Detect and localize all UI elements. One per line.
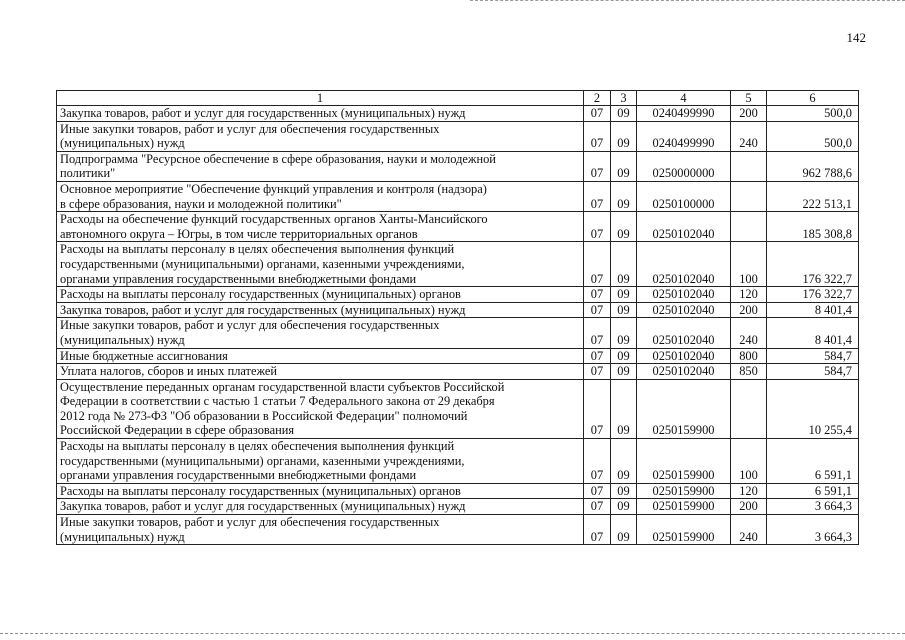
cell-name-line: Подпрограмма "Ресурсное обеспечение в сфере образования, науки и молодежной	[60, 151, 496, 166]
cell-name-line: Иные закупки товаров, работ и услуг для обеспечения государственных	[60, 515, 440, 530]
table-row	[57, 302, 859, 318]
cell-amount: 3 664,3	[767, 499, 859, 515]
cell-subsection: 09	[611, 242, 637, 287]
cell-expense-type	[731, 181, 767, 211]
cell-section: 07	[584, 121, 611, 151]
cell-section: 07	[584, 439, 611, 484]
cell-name	[57, 483, 584, 499]
cell-target-code: 0250102040	[637, 318, 731, 348]
cell-name	[57, 121, 584, 151]
cell-expense-type: 850	[731, 364, 767, 380]
cell-name-line: Основное мероприятие "Обеспечение функций управления и контроля (надзора)	[60, 181, 487, 196]
cell-subsection: 09	[611, 287, 637, 303]
cell-subsection: 09	[611, 348, 637, 364]
cell-name	[57, 242, 584, 287]
table-body	[57, 106, 859, 545]
cell-subsection: 09	[611, 483, 637, 499]
cell-section: 07	[584, 499, 611, 515]
cell-expense-type: 100	[731, 439, 767, 484]
column-header: 4	[637, 91, 731, 106]
cell-target-code: 0250102040	[637, 287, 731, 303]
cell-amount: 962 788,6	[767, 151, 859, 181]
cell-subsection: 09	[611, 439, 637, 484]
table-row	[57, 106, 859, 122]
cell-section: 07	[584, 106, 611, 122]
cell-amount: 500,0	[767, 121, 859, 151]
cell-subsection: 09	[611, 364, 637, 380]
cell-expense-type: 240	[731, 121, 767, 151]
cell-subsection: 09	[611, 515, 637, 545]
cell-target-code: 0250102040	[637, 364, 731, 380]
cell-name	[57, 364, 584, 380]
cell-section: 07	[584, 287, 611, 303]
cell-name-line: Расходы на выплаты персоналу в целях обеспечения выполнения функций	[60, 242, 455, 257]
table-row	[57, 348, 859, 364]
cell-name-line: Российской Федерации в сфере образования	[60, 423, 295, 438]
cell-section: 07	[584, 364, 611, 380]
scan-bottom-edge	[0, 633, 905, 634]
cell-name-line: Федерации в соответствии с частью 1 статьи 7 Федерального закона от 29 декабря	[60, 394, 495, 409]
cell-expense-type: 800	[731, 348, 767, 364]
cell-amount: 8 401,4	[767, 318, 859, 348]
table-row	[57, 287, 859, 303]
cell-target-code: 0250159900	[637, 515, 731, 545]
cell-name-line: Закупка товаров, работ и услуг для государственных (муниципальных) нужд	[60, 302, 466, 317]
cell-name	[57, 318, 584, 348]
cell-amount: 8 401,4	[767, 302, 859, 318]
cell-expense-type: 120	[731, 483, 767, 499]
cell-name	[57, 106, 584, 122]
cell-name	[57, 302, 584, 318]
cell-name-line: Уплата налогов, сборов и иных платежей	[60, 364, 278, 379]
cell-section: 07	[584, 302, 611, 318]
cell-name	[57, 287, 584, 303]
cell-expense-type: 240	[731, 515, 767, 545]
table-row	[57, 151, 859, 181]
column-header: 6	[767, 91, 859, 106]
cell-name-line: государственными (муниципальными) органами, казенными учреждениями,	[60, 256, 465, 271]
table-header-row	[57, 91, 859, 106]
cell-name-line: автономного округа – Югры, в том числе территориальных органов	[60, 226, 418, 241]
cell-section: 07	[584, 379, 611, 438]
column-header: 3	[611, 91, 637, 106]
cell-name	[57, 499, 584, 515]
cell-name-line: органами управления государственными внебюджетными фондами	[60, 271, 417, 286]
cell-target-code: 0250102040	[637, 348, 731, 364]
cell-name-line: в сфере образования, науки и молодежной политики"	[60, 196, 342, 211]
column-header: 2	[584, 91, 611, 106]
cell-amount: 176 322,7	[767, 242, 859, 287]
cell-expense-type: 240	[731, 318, 767, 348]
cell-expense-type	[731, 151, 767, 181]
cell-amount: 3 664,3	[767, 515, 859, 545]
cell-name-line: Иные бюджетные ассигнования	[60, 348, 228, 363]
cell-amount: 584,7	[767, 348, 859, 364]
cell-name-line: 2012 года № 273-ФЗ "Об образовании в Российской Федерации" полномочий	[60, 408, 468, 423]
cell-target-code: 0250000000	[637, 151, 731, 181]
cell-section: 07	[584, 318, 611, 348]
cell-section: 07	[584, 181, 611, 211]
table-row	[57, 318, 859, 348]
cell-expense-type	[731, 379, 767, 438]
cell-section: 07	[584, 483, 611, 499]
cell-subsection: 09	[611, 302, 637, 318]
cell-name	[57, 348, 584, 364]
cell-name	[57, 439, 584, 484]
cell-amount: 222 513,1	[767, 181, 859, 211]
page-number: 142	[846, 30, 866, 45]
cell-expense-type: 100	[731, 242, 767, 287]
cell-section: 07	[584, 151, 611, 181]
cell-subsection: 09	[611, 212, 637, 242]
cell-subsection: 09	[611, 181, 637, 211]
cell-name-line: Иные закупки товаров, работ и услуг для обеспечения государственных	[60, 318, 440, 333]
table-row	[57, 515, 859, 545]
cell-name	[57, 181, 584, 211]
cell-name-line: Расходы на выплаты персоналу государственных (муниципальных) органов	[60, 287, 461, 302]
cell-target-code: 0250159900	[637, 499, 731, 515]
cell-name-line: Иные закупки товаров, работ и услуг для обеспечения государственных	[60, 121, 440, 136]
cell-section: 07	[584, 212, 611, 242]
cell-subsection: 09	[611, 318, 637, 348]
cell-name	[57, 379, 584, 438]
cell-name-line: политики"	[60, 166, 116, 181]
cell-target-code: 0240499990	[637, 121, 731, 151]
budget-table	[56, 90, 859, 545]
cell-name	[57, 212, 584, 242]
cell-target-code: 0250159900	[637, 439, 731, 484]
table-row	[57, 483, 859, 499]
cell-subsection: 09	[611, 499, 637, 515]
cell-amount: 584,7	[767, 364, 859, 380]
cell-target-code: 0240499990	[637, 106, 731, 122]
table-row	[57, 439, 859, 484]
cell-expense-type: 120	[731, 287, 767, 303]
cell-amount: 6 591,1	[767, 483, 859, 499]
table-row	[57, 499, 859, 515]
cell-expense-type: 200	[731, 106, 767, 122]
cell-amount: 10 255,4	[767, 379, 859, 438]
scan-top-edge	[470, 0, 905, 1]
cell-name-line: Расходы на выплаты персоналу государственных (муниципальных) органов	[60, 483, 461, 498]
cell-name	[57, 515, 584, 545]
cell-expense-type: 200	[731, 302, 767, 318]
cell-section: 07	[584, 348, 611, 364]
cell-name-line: государственными (муниципальными) органами, казенными учреждениями,	[60, 453, 465, 468]
table-row	[57, 379, 859, 438]
cell-section: 07	[584, 242, 611, 287]
cell-section: 07	[584, 515, 611, 545]
cell-name-line: Расходы на выплаты персоналу в целях обеспечения выполнения функций	[60, 439, 455, 454]
cell-expense-type: 200	[731, 499, 767, 515]
cell-amount: 6 591,1	[767, 439, 859, 484]
cell-subsection: 09	[611, 106, 637, 122]
cell-amount: 500,0	[767, 106, 859, 122]
cell-target-code: 0250102040	[637, 212, 731, 242]
table-row	[57, 121, 859, 151]
cell-name-line: (муниципальных) нужд	[60, 332, 185, 347]
cell-target-code: 0250159900	[637, 379, 731, 438]
cell-target-code: 0250102040	[637, 242, 731, 287]
cell-name-line: органами управления государственными внебюджетными фондами	[60, 468, 417, 483]
cell-target-code: 0250159900	[637, 483, 731, 499]
column-header: 5	[731, 91, 767, 106]
cell-name-line: (муниципальных) нужд	[60, 529, 185, 544]
cell-name-line: Расходы на обеспечение функций государственных органов Ханты-Мансийского	[60, 212, 488, 227]
column-header: 1	[57, 91, 584, 106]
cell-name-line: Осуществление переданных органам государственной власти субъектов Российской	[60, 379, 505, 394]
cell-subsection: 09	[611, 379, 637, 438]
cell-name-line: Закупка товаров, работ и услуг для государственных (муниципальных) нужд	[60, 106, 466, 120]
table-row	[57, 181, 859, 211]
cell-name-line: Закупка товаров, работ и услуг для государственных (муниципальных) нужд	[60, 499, 466, 514]
cell-target-code: 0250100000	[637, 181, 731, 211]
cell-expense-type	[731, 212, 767, 242]
table-row	[57, 242, 859, 287]
table-row	[57, 212, 859, 242]
cell-subsection: 09	[611, 151, 637, 181]
cell-target-code: 0250102040	[637, 302, 731, 318]
cell-amount: 176 322,7	[767, 287, 859, 303]
cell-name-line: (муниципальных) нужд	[60, 136, 185, 151]
cell-name	[57, 151, 584, 181]
cell-subsection: 09	[611, 121, 637, 151]
cell-amount: 185 308,8	[767, 212, 859, 242]
table-row	[57, 364, 859, 380]
